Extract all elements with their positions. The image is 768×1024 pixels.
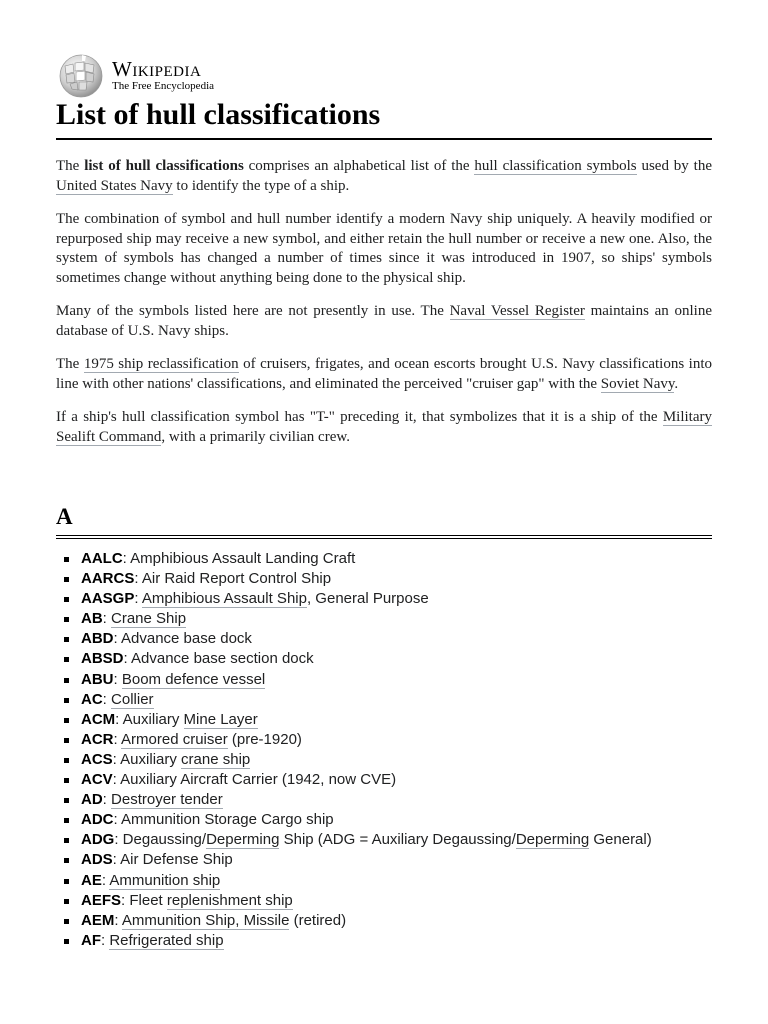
text: : Degaussing/ xyxy=(114,831,207,849)
text: : xyxy=(134,590,142,608)
list-item xyxy=(56,810,712,830)
wordmark xyxy=(112,56,215,92)
text: : xyxy=(102,791,112,809)
page-title: List of hull classifications xyxy=(56,96,712,140)
symbol-code: ABD xyxy=(81,630,114,648)
symbol-code: ADG xyxy=(81,831,115,849)
text: : xyxy=(114,911,122,929)
list-item xyxy=(56,589,712,609)
link-military-sealift-command[interactable]: Military Sealift Command xyxy=(56,409,712,445)
text: to identify the type of a ship. xyxy=(172,177,350,194)
symbol-code: AASGP xyxy=(81,590,135,608)
link-collier[interactable]: Collier xyxy=(111,690,154,708)
text: , with a primarily civilian crew. xyxy=(161,428,350,445)
link-boom-defence-vessel[interactable]: Boom defence vessel xyxy=(121,670,266,688)
list-item xyxy=(56,649,712,669)
link-armored-cruiser[interactable]: Armored cruiser xyxy=(121,730,228,748)
bullet-icon xyxy=(64,577,69,582)
text: comprises an alphabetical list of the xyxy=(243,158,475,174)
intro-paragraph-4 xyxy=(56,355,712,394)
symbol-code: ADC xyxy=(81,811,114,829)
symbol-code: ADS xyxy=(81,851,113,869)
text: : xyxy=(101,871,110,889)
symbol-code: AD xyxy=(81,791,103,809)
text: (retired) xyxy=(289,911,347,929)
text: . xyxy=(674,375,679,392)
bullet-icon xyxy=(64,557,69,562)
text: : Advance base section dock xyxy=(123,650,314,668)
bullet-icon xyxy=(64,818,69,823)
intro-section xyxy=(56,157,712,461)
link-ammunition-ship[interactable]: Ammunition ship xyxy=(109,871,221,889)
text: : Auxiliary Aircraft Carrier (1942, now CVE) xyxy=(112,771,397,789)
text: : Ammunition Storage Cargo ship xyxy=(113,811,334,829)
text: : xyxy=(113,730,122,748)
text: : xyxy=(101,931,110,949)
symbol-code: ACR xyxy=(81,730,114,748)
section-heading-a: A xyxy=(56,503,712,539)
list-item xyxy=(56,891,712,911)
text: : Advance base dock xyxy=(113,630,252,648)
symbol-code: ACM xyxy=(81,710,116,728)
text: used by the xyxy=(636,158,712,174)
link-ammunition-ship-missile[interactable]: Ammunition Ship, Missile xyxy=(121,911,290,929)
list-item xyxy=(56,569,712,589)
intro-paragraph-5 xyxy=(56,408,712,447)
list-item xyxy=(56,549,712,569)
symbol-code: AF xyxy=(81,931,101,949)
list-item xyxy=(56,609,712,629)
list-item xyxy=(56,750,712,770)
bullet-icon xyxy=(64,858,69,863)
bullet-icon xyxy=(64,758,69,763)
list-item xyxy=(56,790,712,810)
link-refrigerated-ship[interactable]: Refrigerated ship xyxy=(109,931,224,949)
text: maintains an online database of U.S. Navy ships. xyxy=(56,303,712,339)
text: (pre-1920) xyxy=(227,730,302,748)
list-item xyxy=(56,931,712,951)
link-replenishment-ship[interactable]: replenishment ship xyxy=(166,891,293,909)
bullet-icon xyxy=(64,798,69,803)
text: : xyxy=(113,670,122,688)
text: : Air Raid Report Control Ship xyxy=(134,570,332,588)
text: : Amphibious Assault Landing Craft xyxy=(122,550,356,567)
link-deperming[interactable]: Deperming xyxy=(206,831,280,849)
text: General) xyxy=(589,831,652,849)
list-item xyxy=(56,670,712,690)
bullet-icon xyxy=(64,617,69,622)
text: The xyxy=(56,356,84,372)
link-united-states-navy[interactable]: United States Navy xyxy=(56,177,173,194)
link-destroyer-tender[interactable]: Destroyer tender xyxy=(111,791,223,809)
text: : xyxy=(102,690,112,708)
wikipedia-logo[interactable] xyxy=(56,52,214,98)
list-item xyxy=(56,710,712,730)
list-item xyxy=(56,730,712,750)
text: : Auxiliary xyxy=(112,750,182,768)
site-name: Wikipedia xyxy=(112,56,202,81)
intro-paragraph-3 xyxy=(56,302,712,341)
bullet-icon xyxy=(64,678,69,683)
text: : Fleet xyxy=(121,891,167,909)
link-mine-layer[interactable]: Mine Layer xyxy=(183,710,258,728)
list-item xyxy=(56,911,712,931)
link-deperming[interactable]: Deperming xyxy=(515,831,590,849)
symbol-code: ACS xyxy=(81,750,113,768)
site-tagline: The Free Encyclopedia xyxy=(112,79,215,92)
list-item xyxy=(56,871,712,891)
list-item xyxy=(56,850,712,870)
bullet-icon xyxy=(64,838,69,843)
bullet-icon xyxy=(64,899,69,904)
bullet-icon xyxy=(64,698,69,703)
link-amphibious-assault-ship[interactable]: Amphibious Assault Ship xyxy=(141,590,307,608)
symbol-code: AARCS xyxy=(81,570,135,588)
bullet-icon xyxy=(64,778,69,783)
link-hull-classification-symbols[interactable]: hull classification symbols xyxy=(474,158,637,174)
wikipedia-globe-icon xyxy=(56,52,106,98)
bullet-icon xyxy=(64,879,69,884)
symbol-code: AEFS xyxy=(81,891,122,909)
symbol-code: AB xyxy=(81,610,103,628)
symbol-code: ABU xyxy=(81,670,114,688)
symbol-code: AC xyxy=(81,690,103,708)
bold-term: list of hull classifications xyxy=(84,158,244,174)
text: : xyxy=(102,610,112,628)
link-crane-ship[interactable]: Crane Ship xyxy=(111,610,187,628)
bullet-icon xyxy=(64,637,69,642)
symbol-code: AALC xyxy=(81,550,123,567)
intro-paragraph-1 xyxy=(56,157,712,196)
symbol-code: AEM xyxy=(81,911,115,929)
symbol-code: ACV xyxy=(81,771,113,789)
text: Many of the symbols listed here are not presently in use. The xyxy=(56,303,450,319)
list-item xyxy=(56,770,712,790)
text: Ship (ADG = Auxiliary Degaussing/ xyxy=(279,831,516,849)
link-naval-vessel-register[interactable]: Naval Vessel Register xyxy=(449,303,585,319)
list-item xyxy=(56,830,712,850)
symbol-code: AE xyxy=(81,871,102,889)
bullet-icon xyxy=(64,738,69,743)
link-crane-ship-auxiliary[interactable]: crane ship xyxy=(181,750,251,768)
bullet-icon xyxy=(64,657,69,662)
intro-paragraph-2: The combination of symbol and hull number identify a modern Navy ship uniquely. A heavily modified or repurposed ship may receive a new symbol, and either retain the hull number or receive a new one. Also, the system of symbols has changed a number of times since it was introduced in 1907, so ships' symbols sometimes change without anything being done to the physical ship. xyxy=(56,211,712,286)
text: , General Purpose xyxy=(306,590,429,608)
list-item xyxy=(56,629,712,649)
bullet-icon xyxy=(64,718,69,723)
bullet-icon xyxy=(64,597,69,602)
link-1975-ship-reclassification[interactable]: 1975 ship reclassification xyxy=(83,356,239,372)
symbol-list xyxy=(56,549,712,951)
list-item xyxy=(56,690,712,710)
text: : Air Defense Ship xyxy=(112,851,233,869)
text: of cruisers, frigates, and ocean escorts brought U.S. Navy classifications into line with other nations' classifications, and eliminated the perceived "cruiser gap" with the xyxy=(56,356,713,392)
text: : Auxiliary xyxy=(115,710,184,728)
bullet-icon xyxy=(64,919,69,924)
link-soviet-navy[interactable]: Soviet Navy xyxy=(600,375,675,392)
text: The xyxy=(56,158,85,174)
text: If a ship's hull classification symbol has "T-" preceding it, that symbolizes that it is a ship of the xyxy=(56,409,663,425)
bullet-icon xyxy=(64,939,69,944)
symbol-code: ABSD xyxy=(81,650,124,668)
